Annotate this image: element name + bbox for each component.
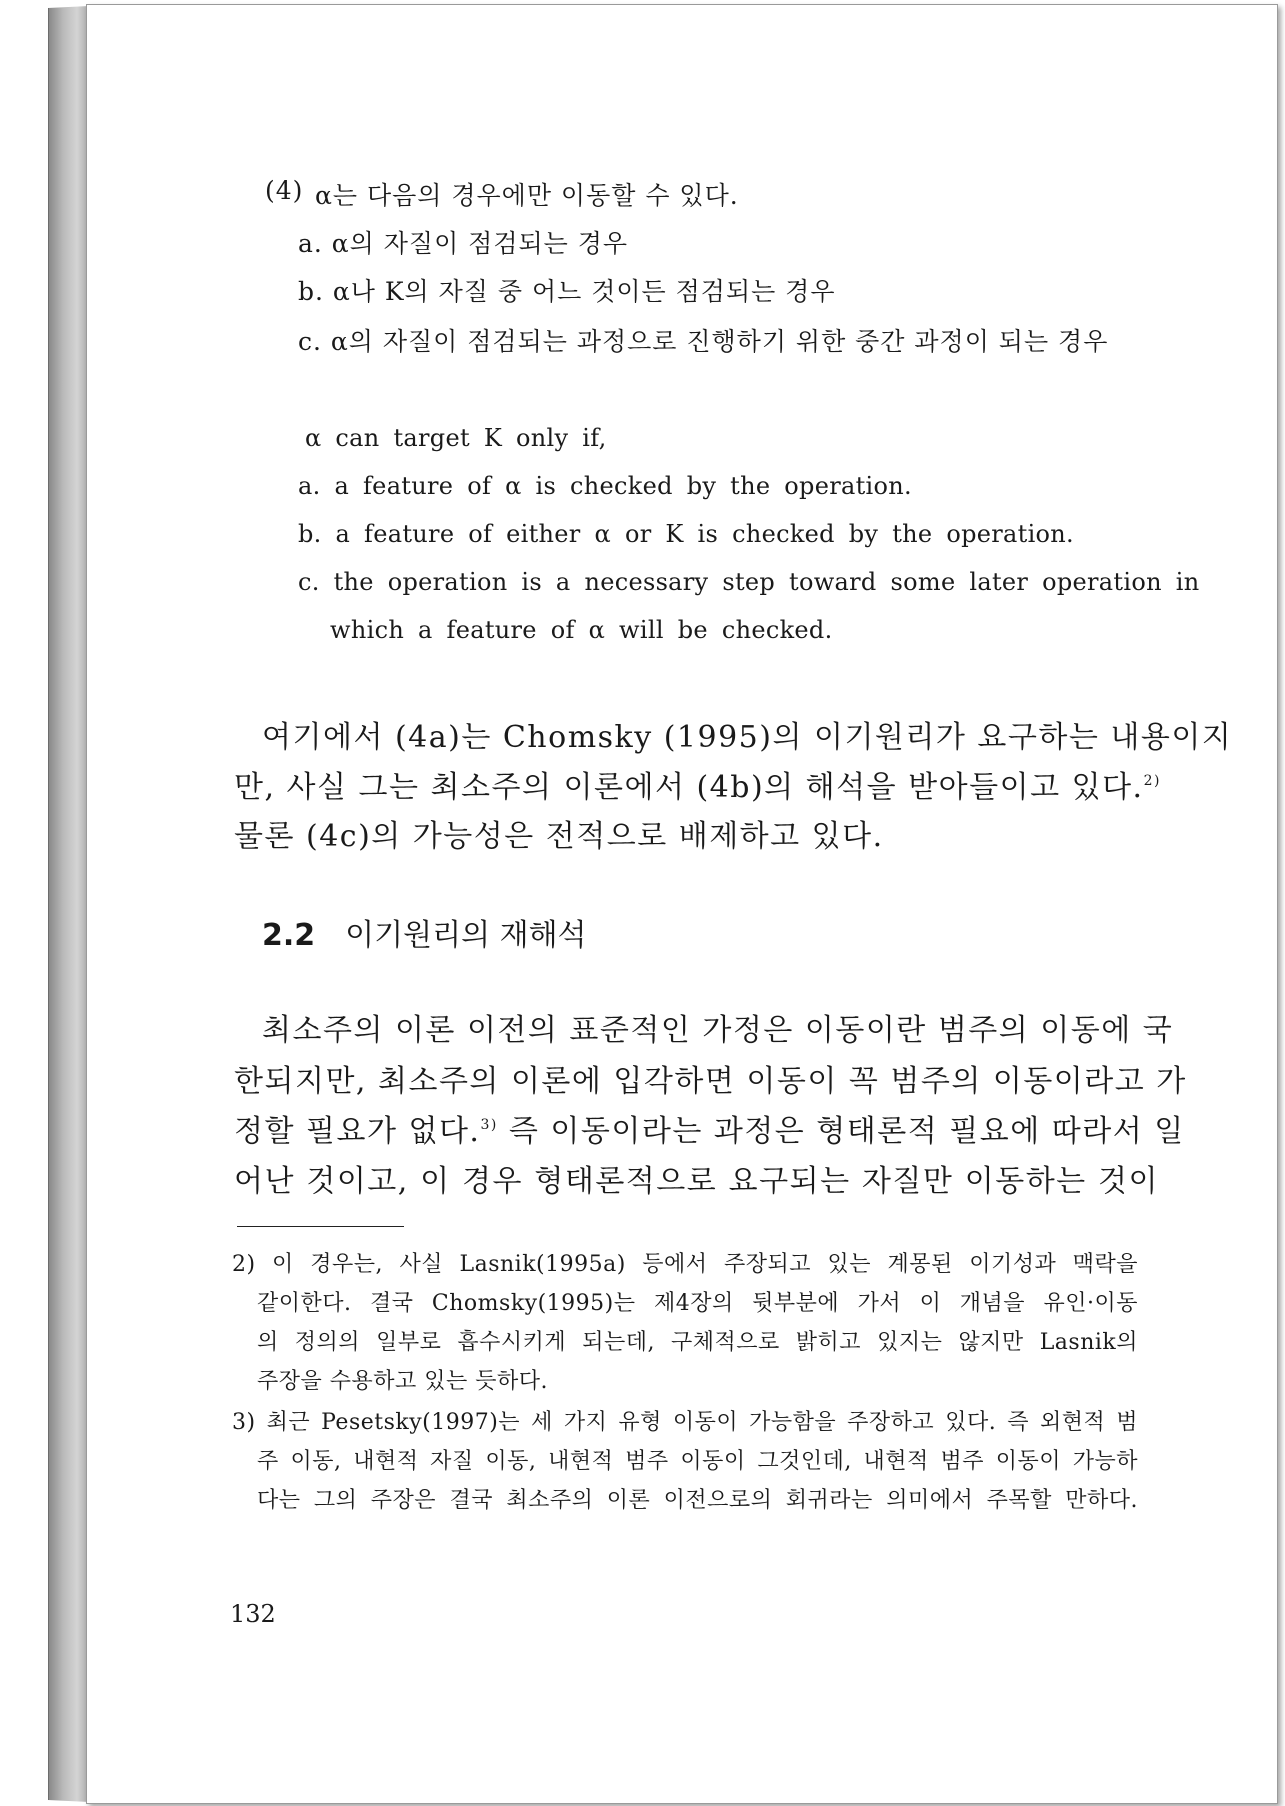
book-spine <box>48 6 89 1802</box>
example-english-a: a. a feature of α is checked by the operation. <box>298 472 912 500</box>
example-english-intro: α can target K only if, <box>305 424 607 452</box>
footnote3-line1: 3) 최근 Pesetsky(1997)는 세 가지 유형 이동이 가능함을 주장하고 있다. 즉 외현적 범 <box>232 1410 1138 1435</box>
section-title: 이기원리의 재해석 <box>345 918 587 953</box>
footnote3-line2: 주 이동, 내현적 자질 이동, 내현적 범주 이동이 그것인데, 내현적 범주 이동이 가능하 <box>257 1449 1138 1474</box>
section-heading <box>262 910 587 954</box>
section-number: 2.2 <box>262 918 316 953</box>
example-english-c-line2: which a feature of α will be checked. <box>330 616 833 644</box>
paragraph1-line1: 여기에서 (4a)는 Chomsky (1995)의 이기원리가 요구하는 내용이지 <box>262 720 1233 755</box>
footnote2-line4: 주장을 수용하고 있는 듯하다. <box>257 1369 548 1394</box>
example-english-b: b. a feature of either α or K is checked by the operation. <box>298 520 1074 548</box>
footnote2-line3: 의 정의의 일부로 흡수시키게 되는데, 구체적으로 밝히고 있지는 않지만 Lasnik의 <box>257 1330 1138 1355</box>
footnote2-line1: 2) 이 경우는, 사실 Lasnik(1995a) 등에서 주장되고 있는 계몽된 이기성과 맥락을 <box>232 1252 1138 1277</box>
paragraph2-line3-part1: 정할 필요가 없다. <box>234 1114 481 1149</box>
paragraph2-line1: 최소주의 이론 이전의 표준적인 가정은 이동이란 범주의 이동에 국 <box>262 1013 1174 1048</box>
paragraph2-line4: 어난 것이고, 이 경우 형태론적으로 요구되는 자질만 이동하는 것이 <box>234 1164 1159 1199</box>
footnote2-line2: 같이한다. 결국 Chomsky(1995)는 제4장의 뒷부분에 가서 이 개념을 유인·이동 <box>257 1291 1138 1316</box>
example-korean-a: a. α의 자질이 점검되는 경우 <box>298 229 629 258</box>
paragraph1-line2 <box>234 762 1161 806</box>
footnote-ref-2: 2) <box>1143 773 1161 789</box>
paragraph2-line3-part2: 즉 이동이라는 과정은 형태론적 필요에 따라서 일 <box>497 1114 1185 1149</box>
footnote3-line3: 다는 그의 주장은 결국 최소주의 이론 이전으로의 회귀라는 의미에서 주목할 만하다. <box>257 1488 1138 1513</box>
example-korean-b: b. α나 K의 자질 중 어느 것이든 점검되는 경우 <box>298 277 836 306</box>
footnote-ref-3: 3) <box>480 1117 498 1133</box>
paragraph2-line3 <box>234 1106 1185 1150</box>
example-number: (4) <box>265 176 304 205</box>
example-korean-c: c. α의 자질이 점검되는 과정으로 진행하기 위한 중간 과정이 되는 경우 <box>298 327 1109 356</box>
paragraph1-line2-text: 만, 사실 그는 최소주의 이론에서 (4b)의 해석을 받아들이고 있다. <box>234 770 1144 805</box>
page-number: 132 <box>230 1600 276 1628</box>
example-korean-intro: α는 다음의 경우에만 이동할 수 있다. <box>315 181 739 210</box>
paragraph1-line3: 물론 (4c)의 가능성은 전적으로 배제하고 있다. <box>234 819 884 854</box>
footnote-divider <box>237 1226 404 1227</box>
example-english-c-line1: c. the operation is a necessary step toward some later operation in <box>298 568 1200 596</box>
paragraph2-line2: 한되지만, 최소주의 이론에 입각하면 이동이 꼭 범주의 이동이라고 가 <box>234 1064 1187 1099</box>
